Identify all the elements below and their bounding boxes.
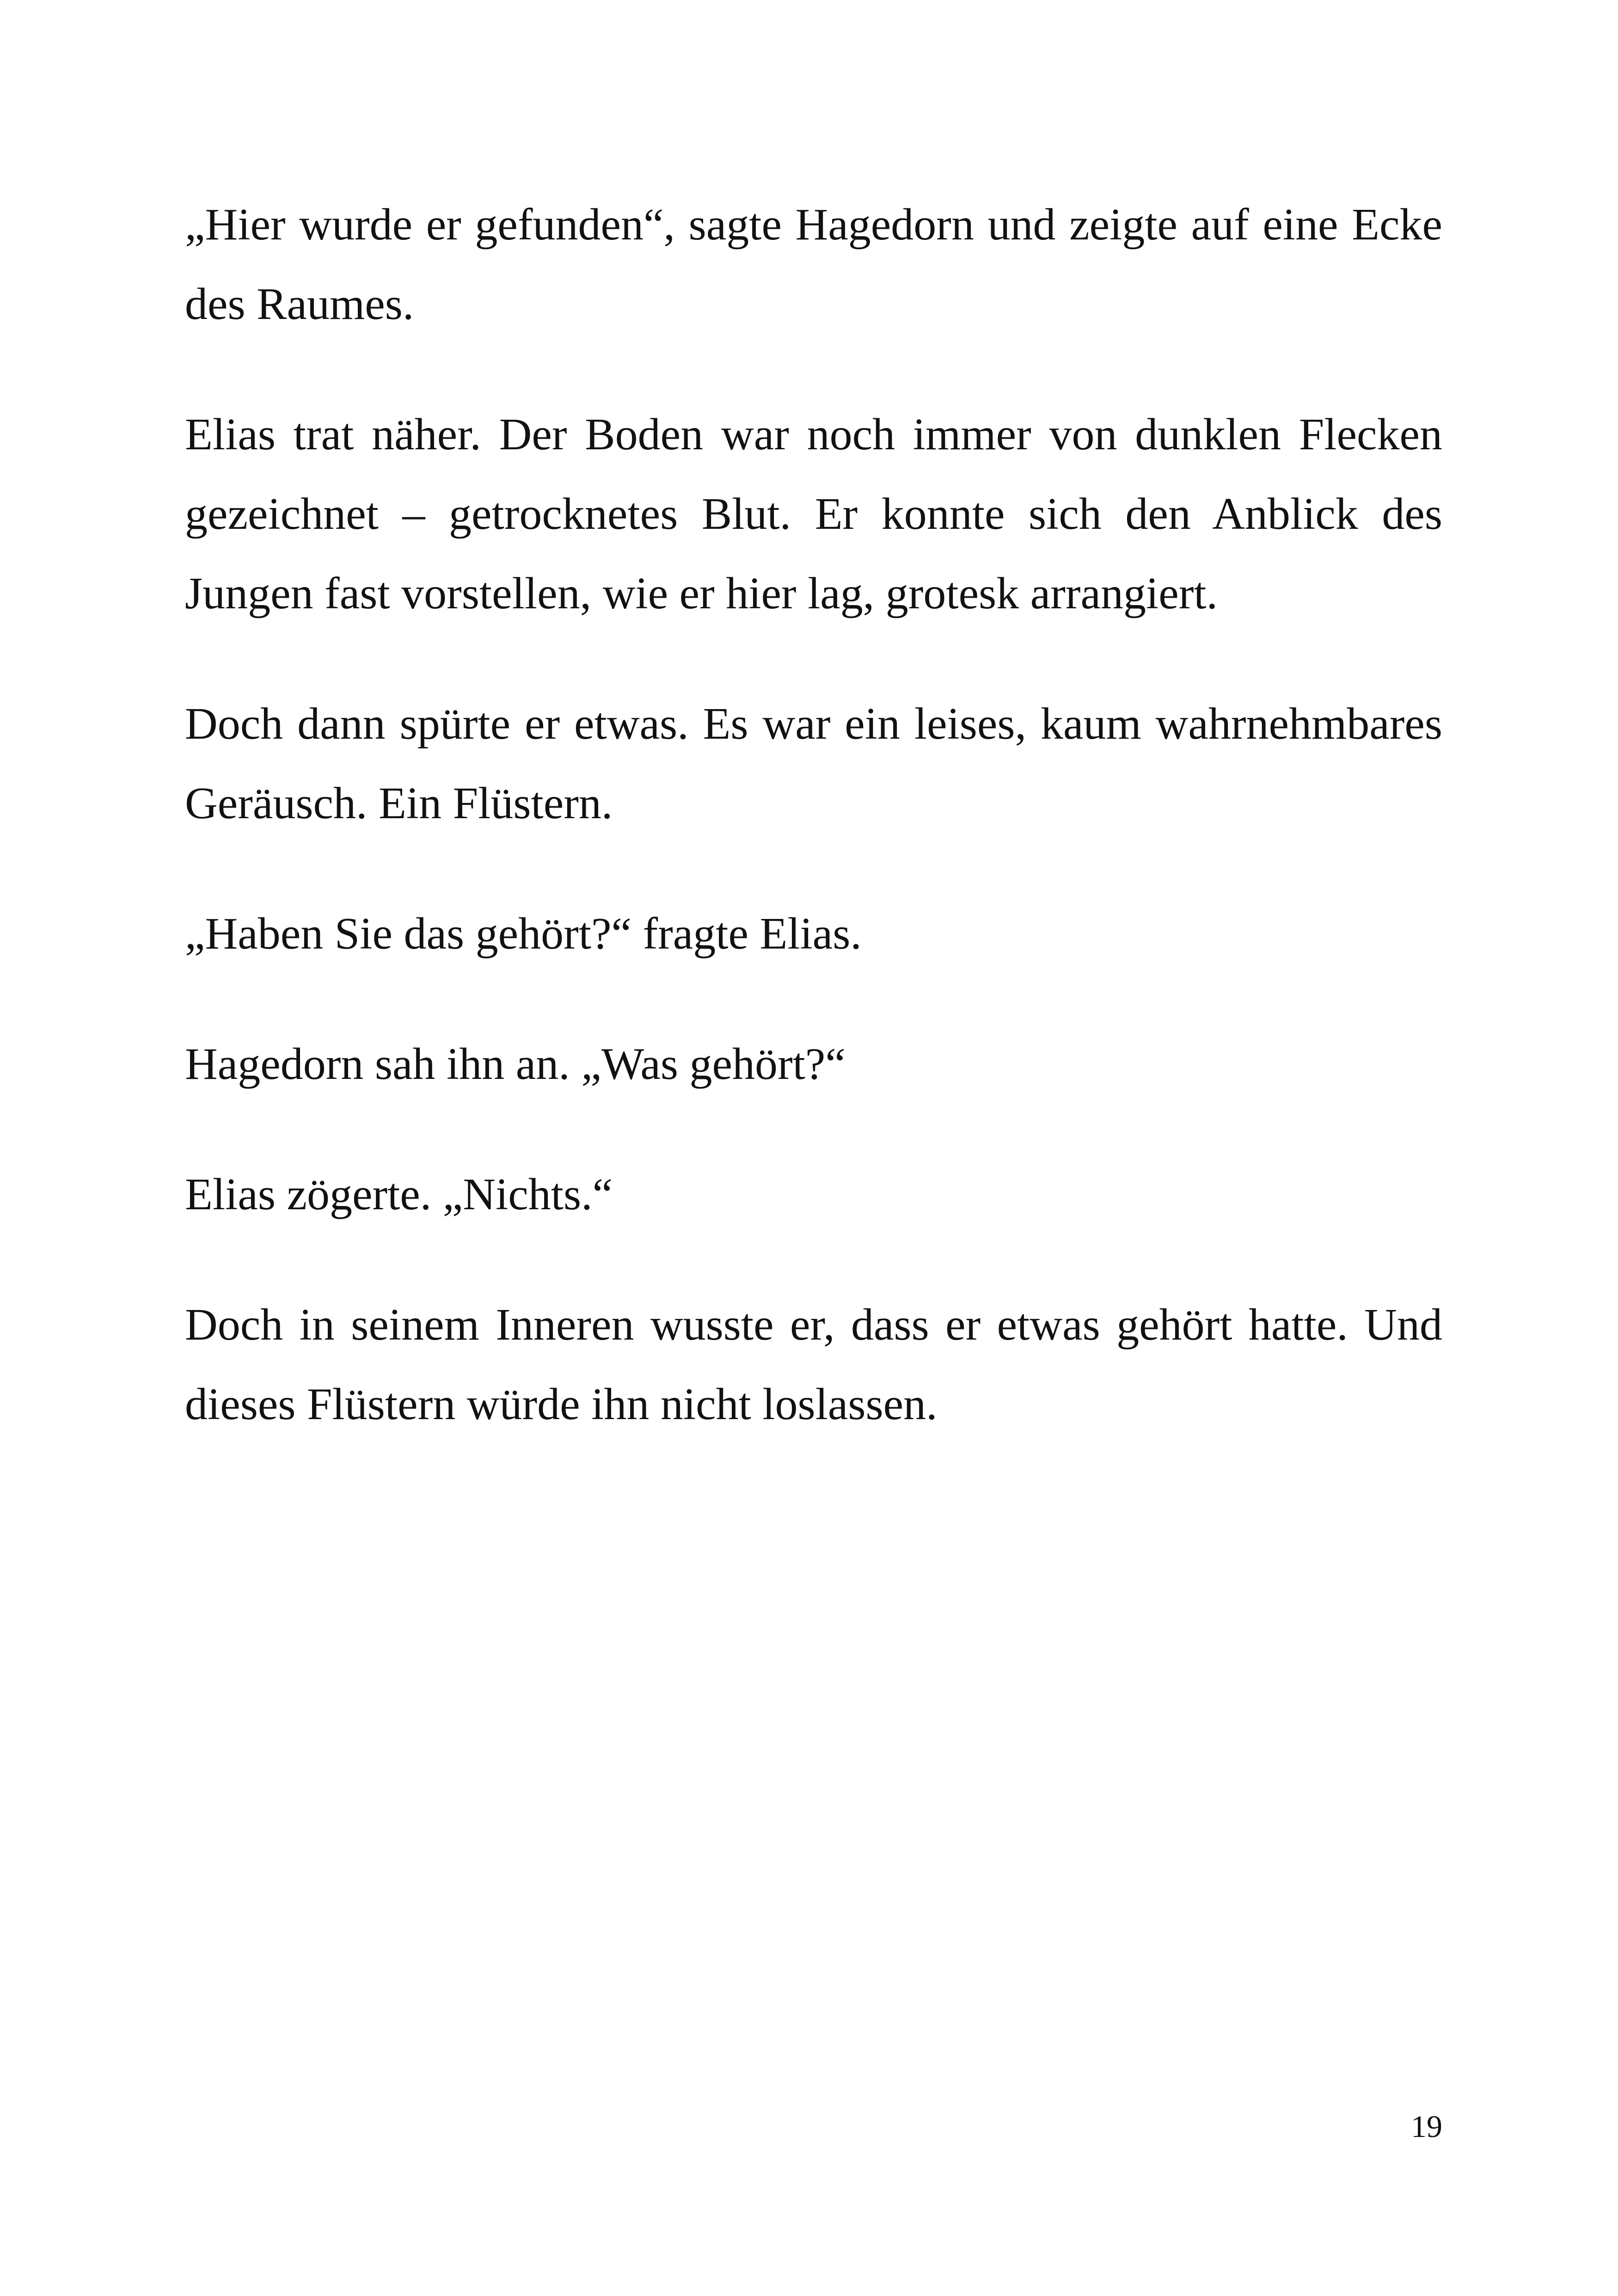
paragraph: Elias trat näher. Der Boden war noch immer von dunklen Flecken gezeichnet – getrocknetes Blut. Er konnte sich den Anblick des Jungen fast vorstellen, wie er hier lag, grotesk arrangiert. (185, 410, 1442, 618)
paragraph: „Hier wurde er gefunden“, sagte Hagedorn und zeigte auf eine Ecke des Raumes. (185, 200, 1442, 329)
paragraph: Elias zögerte. „Nichts.“ (185, 1169, 613, 1219)
paragraph: Doch in seinem Inneren wusste er, dass er etwas gehört hatte. Und dieses Flüstern würde ihn nicht loslassen. (185, 1300, 1442, 1429)
page-body (185, 185, 1442, 1495)
paragraph: Hagedorn sah ihn an. „Was gehört?“ (185, 1039, 846, 1089)
paragraph: „Haben Sie das gehört?“ fragte Elias. (185, 909, 862, 959)
page-number: 19 (1411, 2109, 1442, 2144)
paragraph: Doch dann spürte er etwas. Es war ein leises, kaum wahrnehmbares Geräusch. Ein Flüstern. (185, 699, 1442, 828)
